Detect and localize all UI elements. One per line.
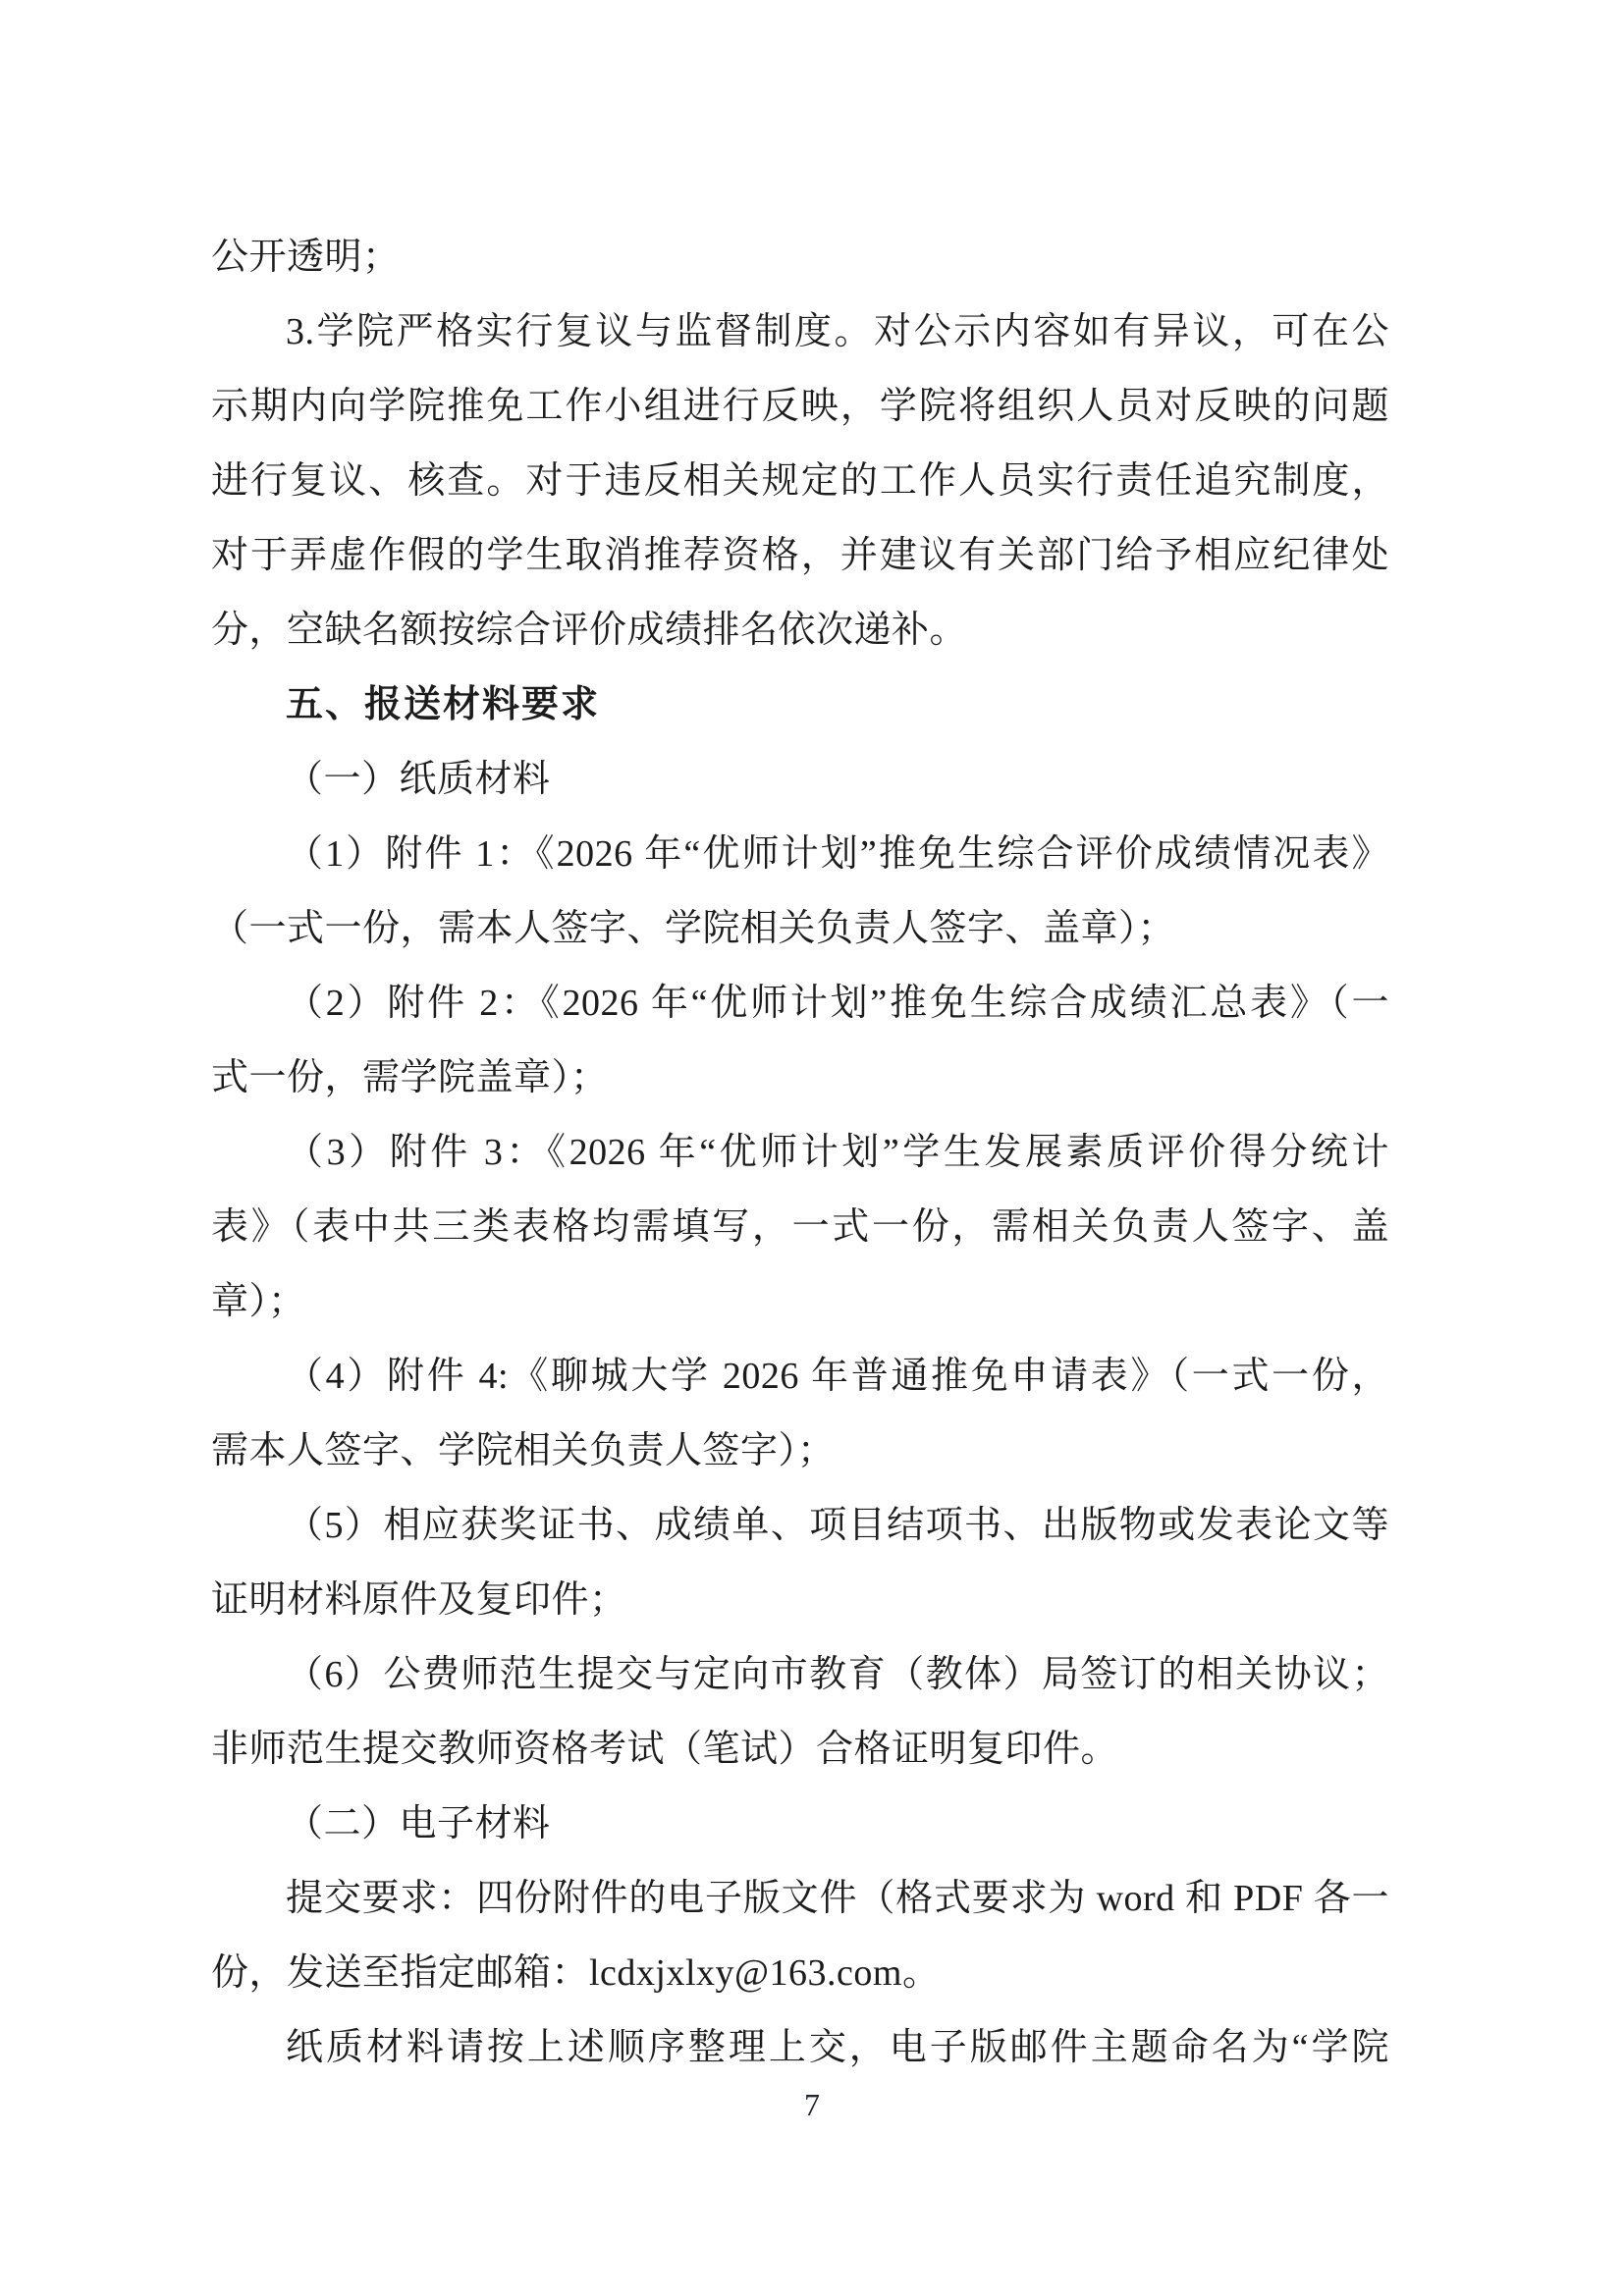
email-line: 份，发送至指定邮箱：lcdxjxlxy@163.com。 [211, 1952, 941, 1994]
text-line: （5）相应获奖证书、成绩单、项目结项书、出版物或发表论文等 [286, 1505, 1389, 1546]
page-number: 7 [804, 2087, 820, 2122]
section-heading: 五、报送材料要求 [286, 684, 601, 725]
document-body [211, 220, 1389, 2085]
text-line: 需本人签字、学院相关负责人签字）； [211, 1430, 836, 1471]
text-line: 对于弄虚作假的学生取消推荐资格，并建议有关部门给予相应纪律处 [211, 535, 1389, 576]
text-line: 纸质材料请按上述顺序整理上交，电子版邮件主题命名为“学院 [286, 2027, 1389, 2068]
text-line: 证明材料原件及复印件； [211, 1579, 627, 1621]
text-line: 进行复议、核查。对于违反相关规定的工作人员实行责任追究制度， [211, 460, 1389, 502]
sub-heading: （二）电子材料 [286, 1803, 551, 1844]
text-line: 章）； [211, 1281, 306, 1322]
text-line: 3.学院严格实行复议与监督制度。对公示内容如有异议，可在公 [286, 311, 1389, 352]
text-line: 表》（表中共三类表格均需填写，一式一份，需相关负责人签字、盖 [211, 1206, 1389, 1248]
text-line: （2）附件 2：《2026 年“优师计划”推免生综合成绩汇总表》（一 [286, 983, 1389, 1024]
text-line: （4）附件 4:《聊城大学 2026 年普通推免申请表》（一式一份， [286, 1356, 1389, 1397]
text-line: 非师范生提交教师资格考试（笔试）合格证明复印件。 [211, 1729, 1119, 1770]
text-line: （一式一份，需本人签字、学院相关负责人签字、盖章）； [211, 908, 1176, 949]
text-line: 示期内向学院推免工作小组进行反映，学院将组织人员对反映的问题 [211, 386, 1389, 427]
text-line: 式一份，需学院盖章）； [211, 1057, 609, 1098]
text-line: （3）附件 3：《2026 年“优师计划”学生发展素质评价得分统计 [286, 1132, 1389, 1173]
text-line: 分，空缺名额按综合评价成绩排名依次递补。 [211, 610, 968, 651]
sub-heading: （一）纸质材料 [286, 759, 551, 800]
text-line: （1）附件 1：《2026 年“优师计划”推免生综合评价成绩情况表》 [286, 833, 1389, 875]
text-line: 公开透明； [211, 237, 401, 278]
text-line: 提交要求：四份附件的电子版文件（格式要求为 word 和 PDF 各一 [286, 1878, 1389, 1919]
text-line: （6）公费师范生提交与定向市教育（教体）局签订的相关协议； [286, 1654, 1389, 1695]
